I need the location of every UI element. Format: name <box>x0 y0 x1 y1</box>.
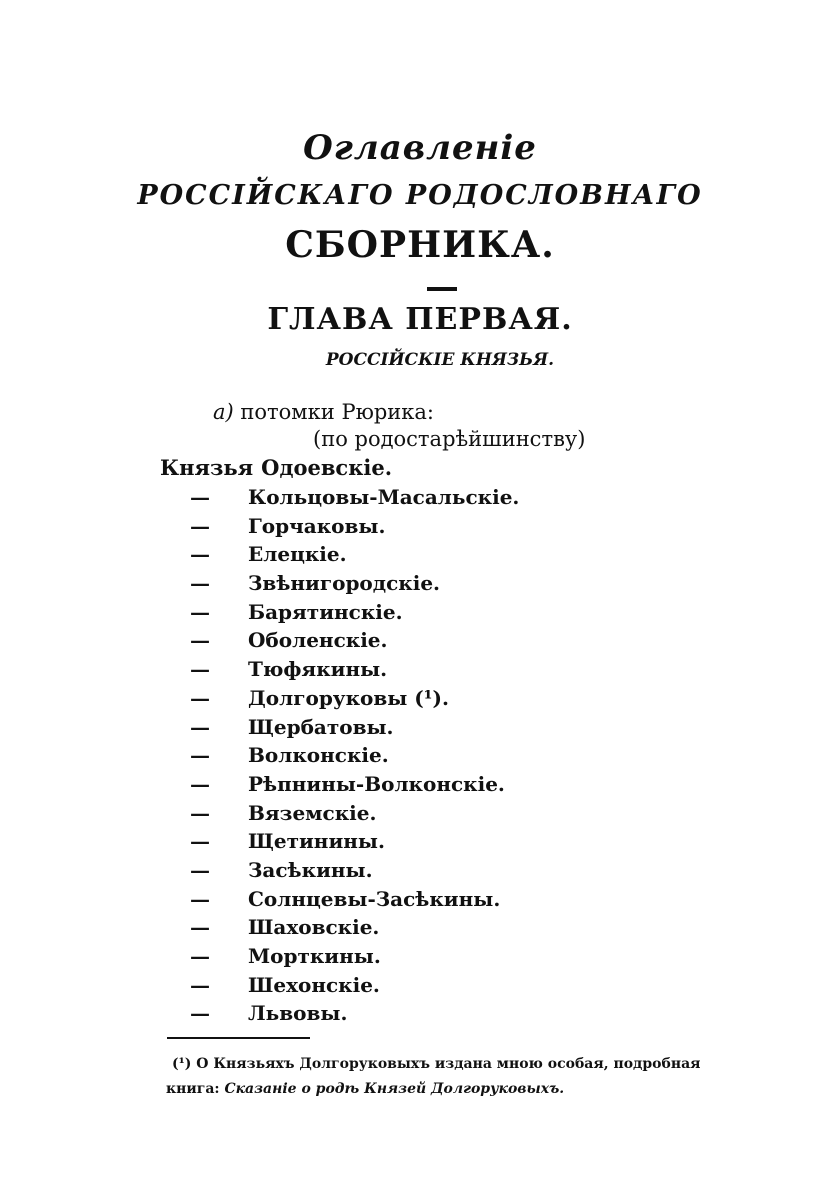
section-marker: а) <box>213 400 234 424</box>
entry-row <box>190 885 519 914</box>
entry-name: Оболенскіе. <box>248 628 388 653</box>
entry-row <box>190 626 519 655</box>
entry-name: Горчаковы. <box>248 513 386 538</box>
entry-name: Елецкіе. <box>248 542 347 567</box>
entry-row <box>190 913 519 942</box>
entry-row <box>190 483 519 512</box>
entry-dash: — <box>190 513 210 538</box>
entry-name: Шехонскіе. <box>248 972 380 997</box>
entry-dash: — <box>190 628 210 653</box>
entry-name: Одоевскіе. <box>261 455 393 480</box>
entry-name: Шаховскіе. <box>248 915 380 940</box>
entry-row <box>190 827 519 856</box>
entry-prefix: Князья <box>160 455 254 480</box>
entry-name: Рѣпнины-Волконскіе. <box>248 771 505 796</box>
entry-row <box>190 971 519 1000</box>
section-heading <box>213 400 434 424</box>
entry-dash: — <box>190 714 210 739</box>
title-divider <box>427 287 457 291</box>
entry-dash: — <box>190 657 210 682</box>
entry-row <box>190 684 519 713</box>
entry-row <box>190 540 519 569</box>
title-line-2: РОССІЙСКАГО РОДОСЛОВНАГО <box>137 180 703 211</box>
entry-name: Щербатовы. <box>248 714 394 739</box>
entry-list <box>190 483 519 1028</box>
entry-name: Долгоруковы (¹). <box>248 685 449 710</box>
entry-name: Солнцевы-Засѣкины. <box>248 886 501 911</box>
entry-name: Тюфякины. <box>248 657 388 682</box>
entry-name: Львовы. <box>248 1001 348 1026</box>
section-note: (по родостарѣйшинству) <box>313 427 586 451</box>
first-entry <box>160 455 392 480</box>
entry-row <box>190 770 519 799</box>
entry-name: Кольцовы-Масальскіе. <box>248 485 520 509</box>
entry-row <box>190 512 519 541</box>
entry-dash: — <box>190 771 210 796</box>
chapter-subtitle: РОССІЙСКІЕ КНЯЗЬЯ. <box>325 350 555 370</box>
entry-dash: — <box>190 829 210 854</box>
entry-name: Вяземскіе. <box>248 800 377 825</box>
section-title: потомки Рюрика: <box>240 400 435 424</box>
entry-dash: — <box>190 944 210 968</box>
entry-row <box>190 655 519 684</box>
entry-row <box>190 942 519 971</box>
entry-name: Морткины. <box>248 944 381 968</box>
entry-row <box>190 741 519 770</box>
entry-row <box>190 799 519 828</box>
entry-dash: — <box>190 599 210 624</box>
footnote-rule <box>167 1037 310 1039</box>
entry-dash: — <box>190 743 210 768</box>
entry-dash: — <box>190 1001 210 1026</box>
entry-dash: — <box>190 571 210 596</box>
entry-dash: — <box>190 857 210 882</box>
entry-name: Волконскіе. <box>248 743 389 768</box>
entry-row <box>190 856 519 885</box>
entry-dash: — <box>190 542 210 567</box>
footnote-line-2-plain: книга: <box>166 1081 220 1097</box>
footnote-book-title: Сказаніе о родѣ Князей Долгоруковыхъ. <box>224 1081 565 1097</box>
entry-row <box>190 713 519 742</box>
entry-row <box>190 569 519 598</box>
entry-dash: — <box>190 800 210 825</box>
entry-name: Щетинины. <box>248 829 385 854</box>
title-line-3: СБОРНИКА. <box>285 224 555 266</box>
footnote-line-1: (¹) О Князьяхъ Долгоруковыхъ издана мною особая, подробная <box>172 1056 701 1072</box>
entry-row <box>190 598 519 627</box>
footnote <box>166 1052 732 1102</box>
entry-name: Звѣнигородскіе. <box>248 571 441 596</box>
chapter-title: ГЛАВА ПЕРВАЯ. <box>267 302 573 337</box>
entry-name: Засѣкины. <box>248 857 373 882</box>
entry-name: Барятинскіе. <box>248 599 403 624</box>
footnote-line-2 <box>166 1077 732 1102</box>
entry-dash: — <box>190 972 210 997</box>
entry-row <box>190 999 519 1028</box>
entry-dash: — <box>190 685 210 710</box>
entry-dash: — <box>190 485 210 509</box>
title-line-1: Оглавленіе <box>303 128 537 168</box>
entry-dash: — <box>190 915 210 940</box>
entry-dash: — <box>190 886 210 911</box>
